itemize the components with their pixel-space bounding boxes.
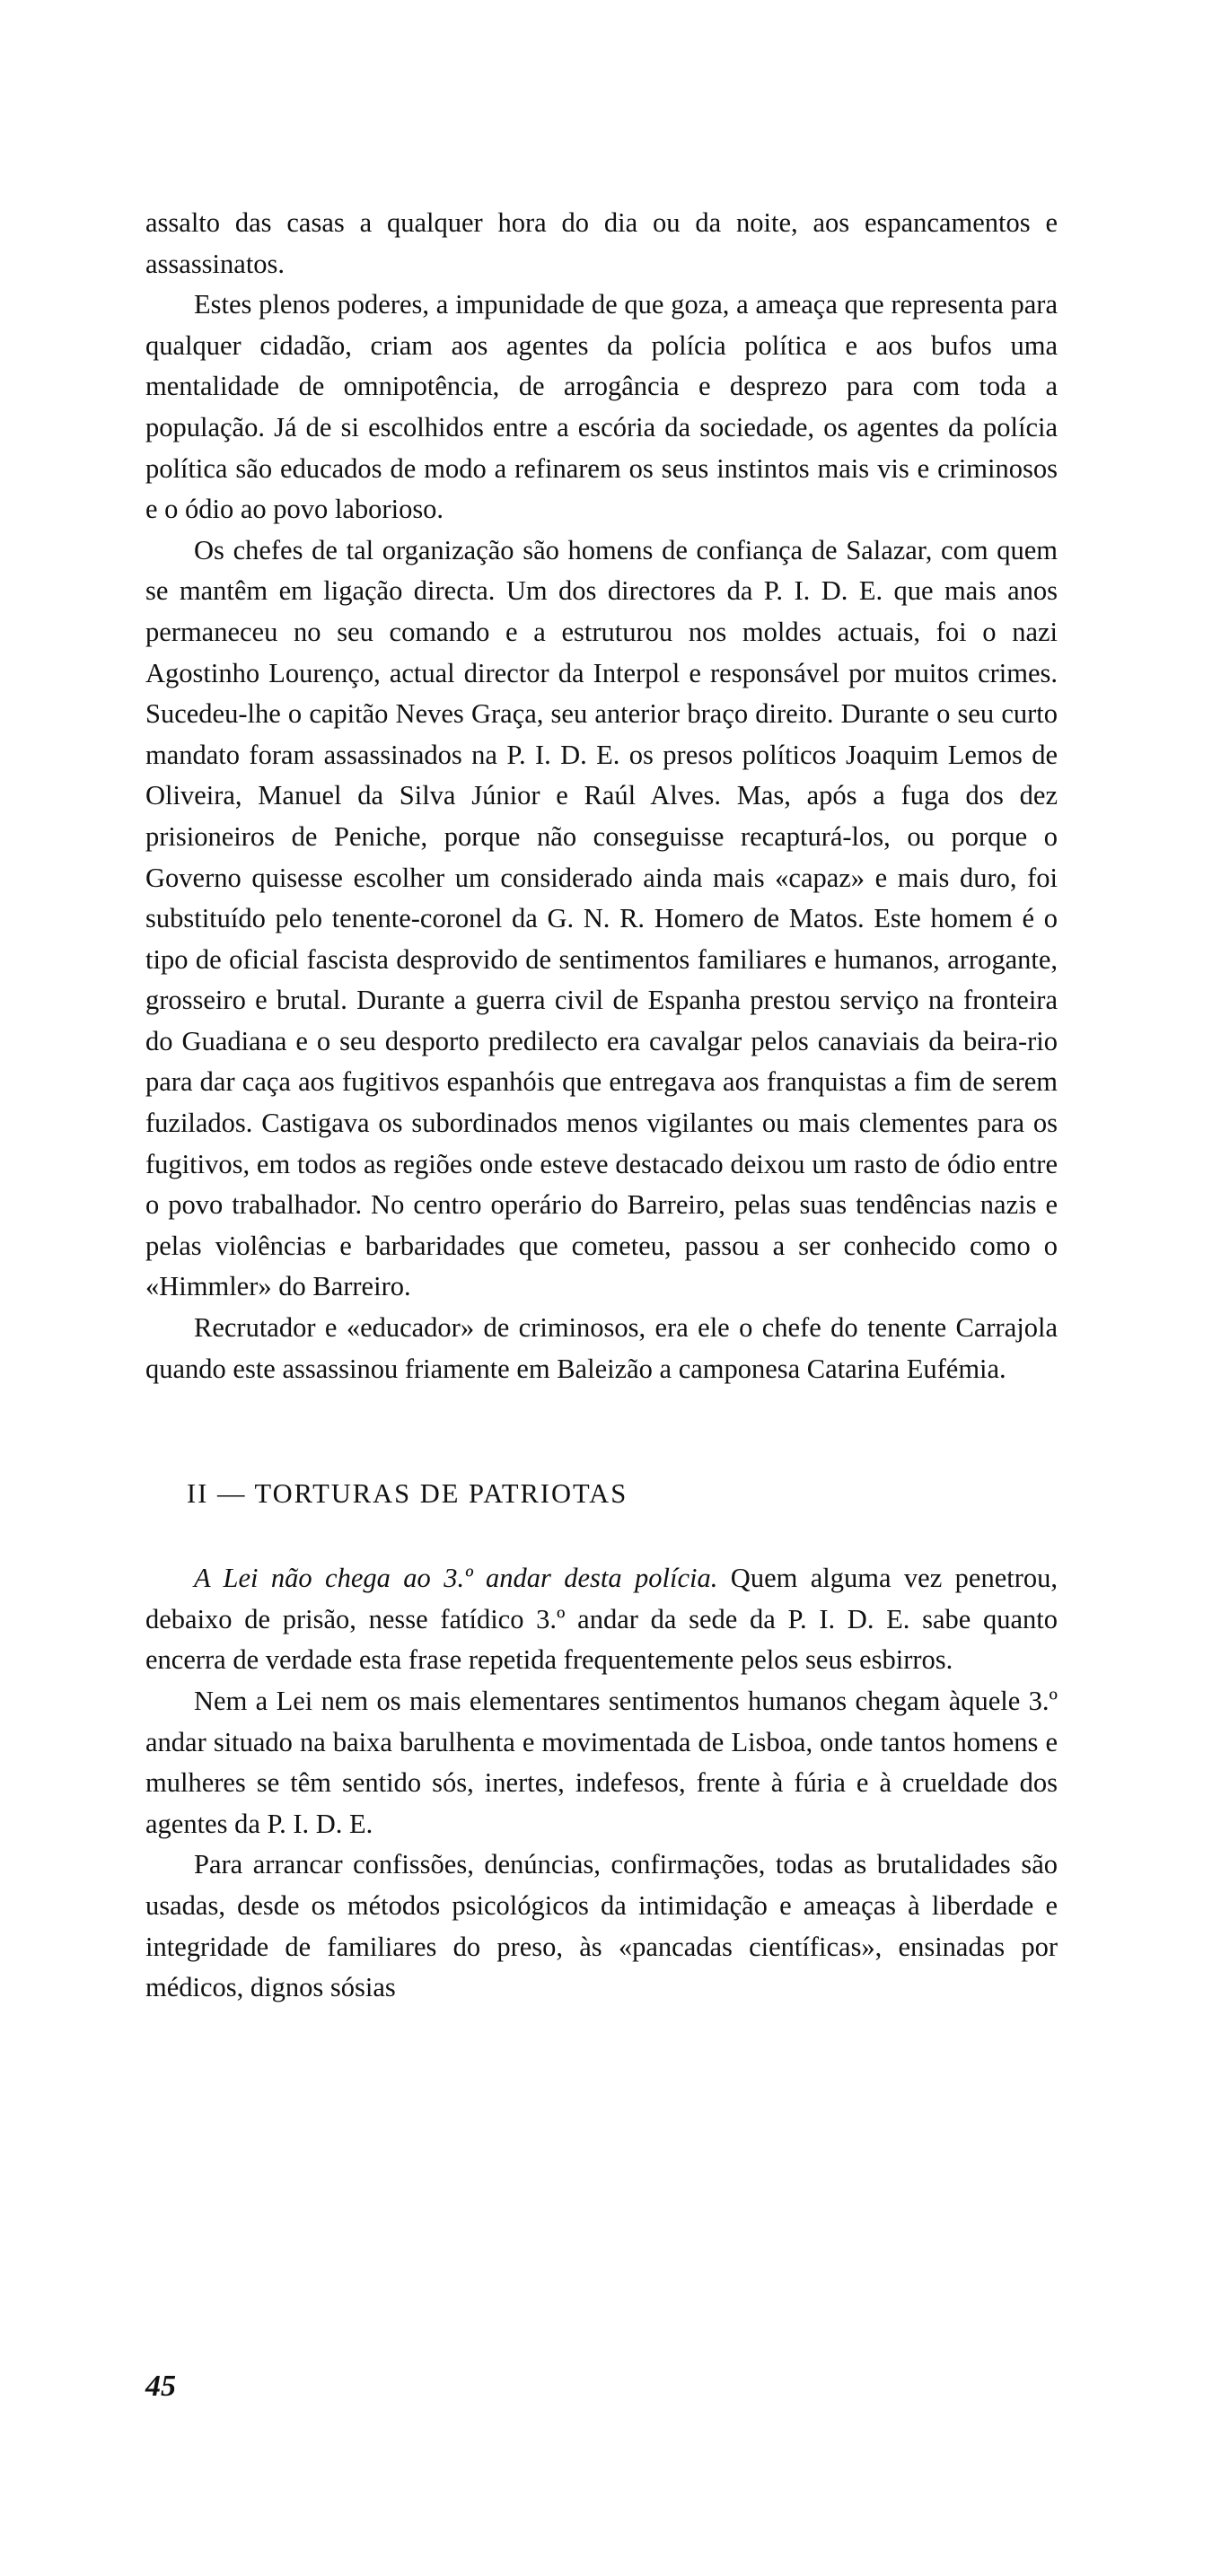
paragraph-continuation: assalto das casas a qualquer hora do dia ou da noite, aos espancamentos e assassinatos.: [145, 207, 1058, 279]
paragraph-law-rest: Quem alguma vez penetrou, debaixo de prisão, nesse fatídico 3.º andar da sede da P. I. D. E. sabe quanto encerra de verdade esta frase repetida frequentemente pelos seus esbirros.: [145, 1563, 1058, 1676]
paragraph-powers: Estes plenos poderes, a impunidade de que goza, a ameaça que representa para qualquer cidadão, criam aos agentes da polícia política e aos bufos uma mentalidade de omnipotência, de arrogância e desprezo para com toda a população. Já de si escolhidos entre a escória da sociedade, os agentes da polícia política são educados de modo a refinarem os seus instintos mais vis e criminosos e o ódio ao povo laborioso.: [145, 289, 1058, 525]
paragraph-recruiter: Recrutador e «educador» de criminosos, era ele o chefe do tenente Carrajola quando este assassinou friamente em Baleizão a camponesa Catarina Eufémia.: [145, 1312, 1058, 1384]
paragraph-third-floor: Nem a Lei nem os mais elementares sentimentos humanos chegam àquele 3.º andar situado na baixa barulhenta e movimentada de Lisboa, onde tantos homens e mulheres se têm sentido sós, inertes, indefesos, frente à fúria e à crueldade dos agentes da P. I. D. E.: [145, 1686, 1058, 1839]
page-body: [145, 203, 1058, 2009]
page-number: 45: [145, 2370, 176, 2403]
lead-italic-phrase: A Lei não chega ao 3.º andar desta polícia.: [194, 1563, 718, 1594]
paragraph-chiefs: Os chefes de tal organização são homens de confiança de Salazar, com quem se mantêm em ligação directa. Um dos directores da P. I. D. E. que mais anos permaneceu no seu comando e a estruturou nos moldes actuais, foi o nazi Agostinho Lourenço, actual director da Interpol e responsável por muitos crimes. Sucedeu-lhe o capitão Neves Graça, seu anterior braço direito. Durante o seu curto mandato foram assassinados na P. I. D. E. os presos políticos Joaquim Lemos de Oliveira, Manuel da Silva Júnior e Raúl Alves. Mas, após a fuga dos dez prisioneiros de Peniche, porque não conseguisse recapturá-los, ou porque o Governo quisesse escolher um considerado ainda mais «capaz» e mais duro, foi substituído pelo tenente-coronel da G. N. R. Homero de Matos. Este homem é o tipo de oficial fascista desprovido de sentimentos familiares e humanos, arrogante, grosseiro e brutal. Durante a guerra civil de Espanha prestou serviço na fronteira do Guadiana e o seu desporto predilecto era cavalgar pelos canaviais da beira-rio para dar caça aos fugitivos espanhóis que entregava aos franquistas a fim de serem fuzilados. Castigava os subordinados menos vigilantes ou mais clementes para os fugitivos, em todos as regiões onde esteve destacado deixou um rasto de ódio entre o povo trabalhador. No centro operário do Barreiro, pelas suas tendências nazis e pelas violências e barbaridades que cometeu, passou a ser conhecido como o «Himmler» do Barreiro.: [145, 534, 1058, 1302]
paragraph-brutalities: Para arrancar confissões, denúncias, confirmações, todas as brutalidades são usadas, desde os métodos psicológicos da intimidação e ameaças à liberdade e integridade de familiares do preso, às «pancadas científicas», ensinadas por médicos, dignos sósias: [145, 1849, 1058, 2003]
section-heading: II — TORTURAS DE PATRIOTAS: [187, 1478, 628, 1510]
paragraph-law: [145, 1558, 1058, 1681]
